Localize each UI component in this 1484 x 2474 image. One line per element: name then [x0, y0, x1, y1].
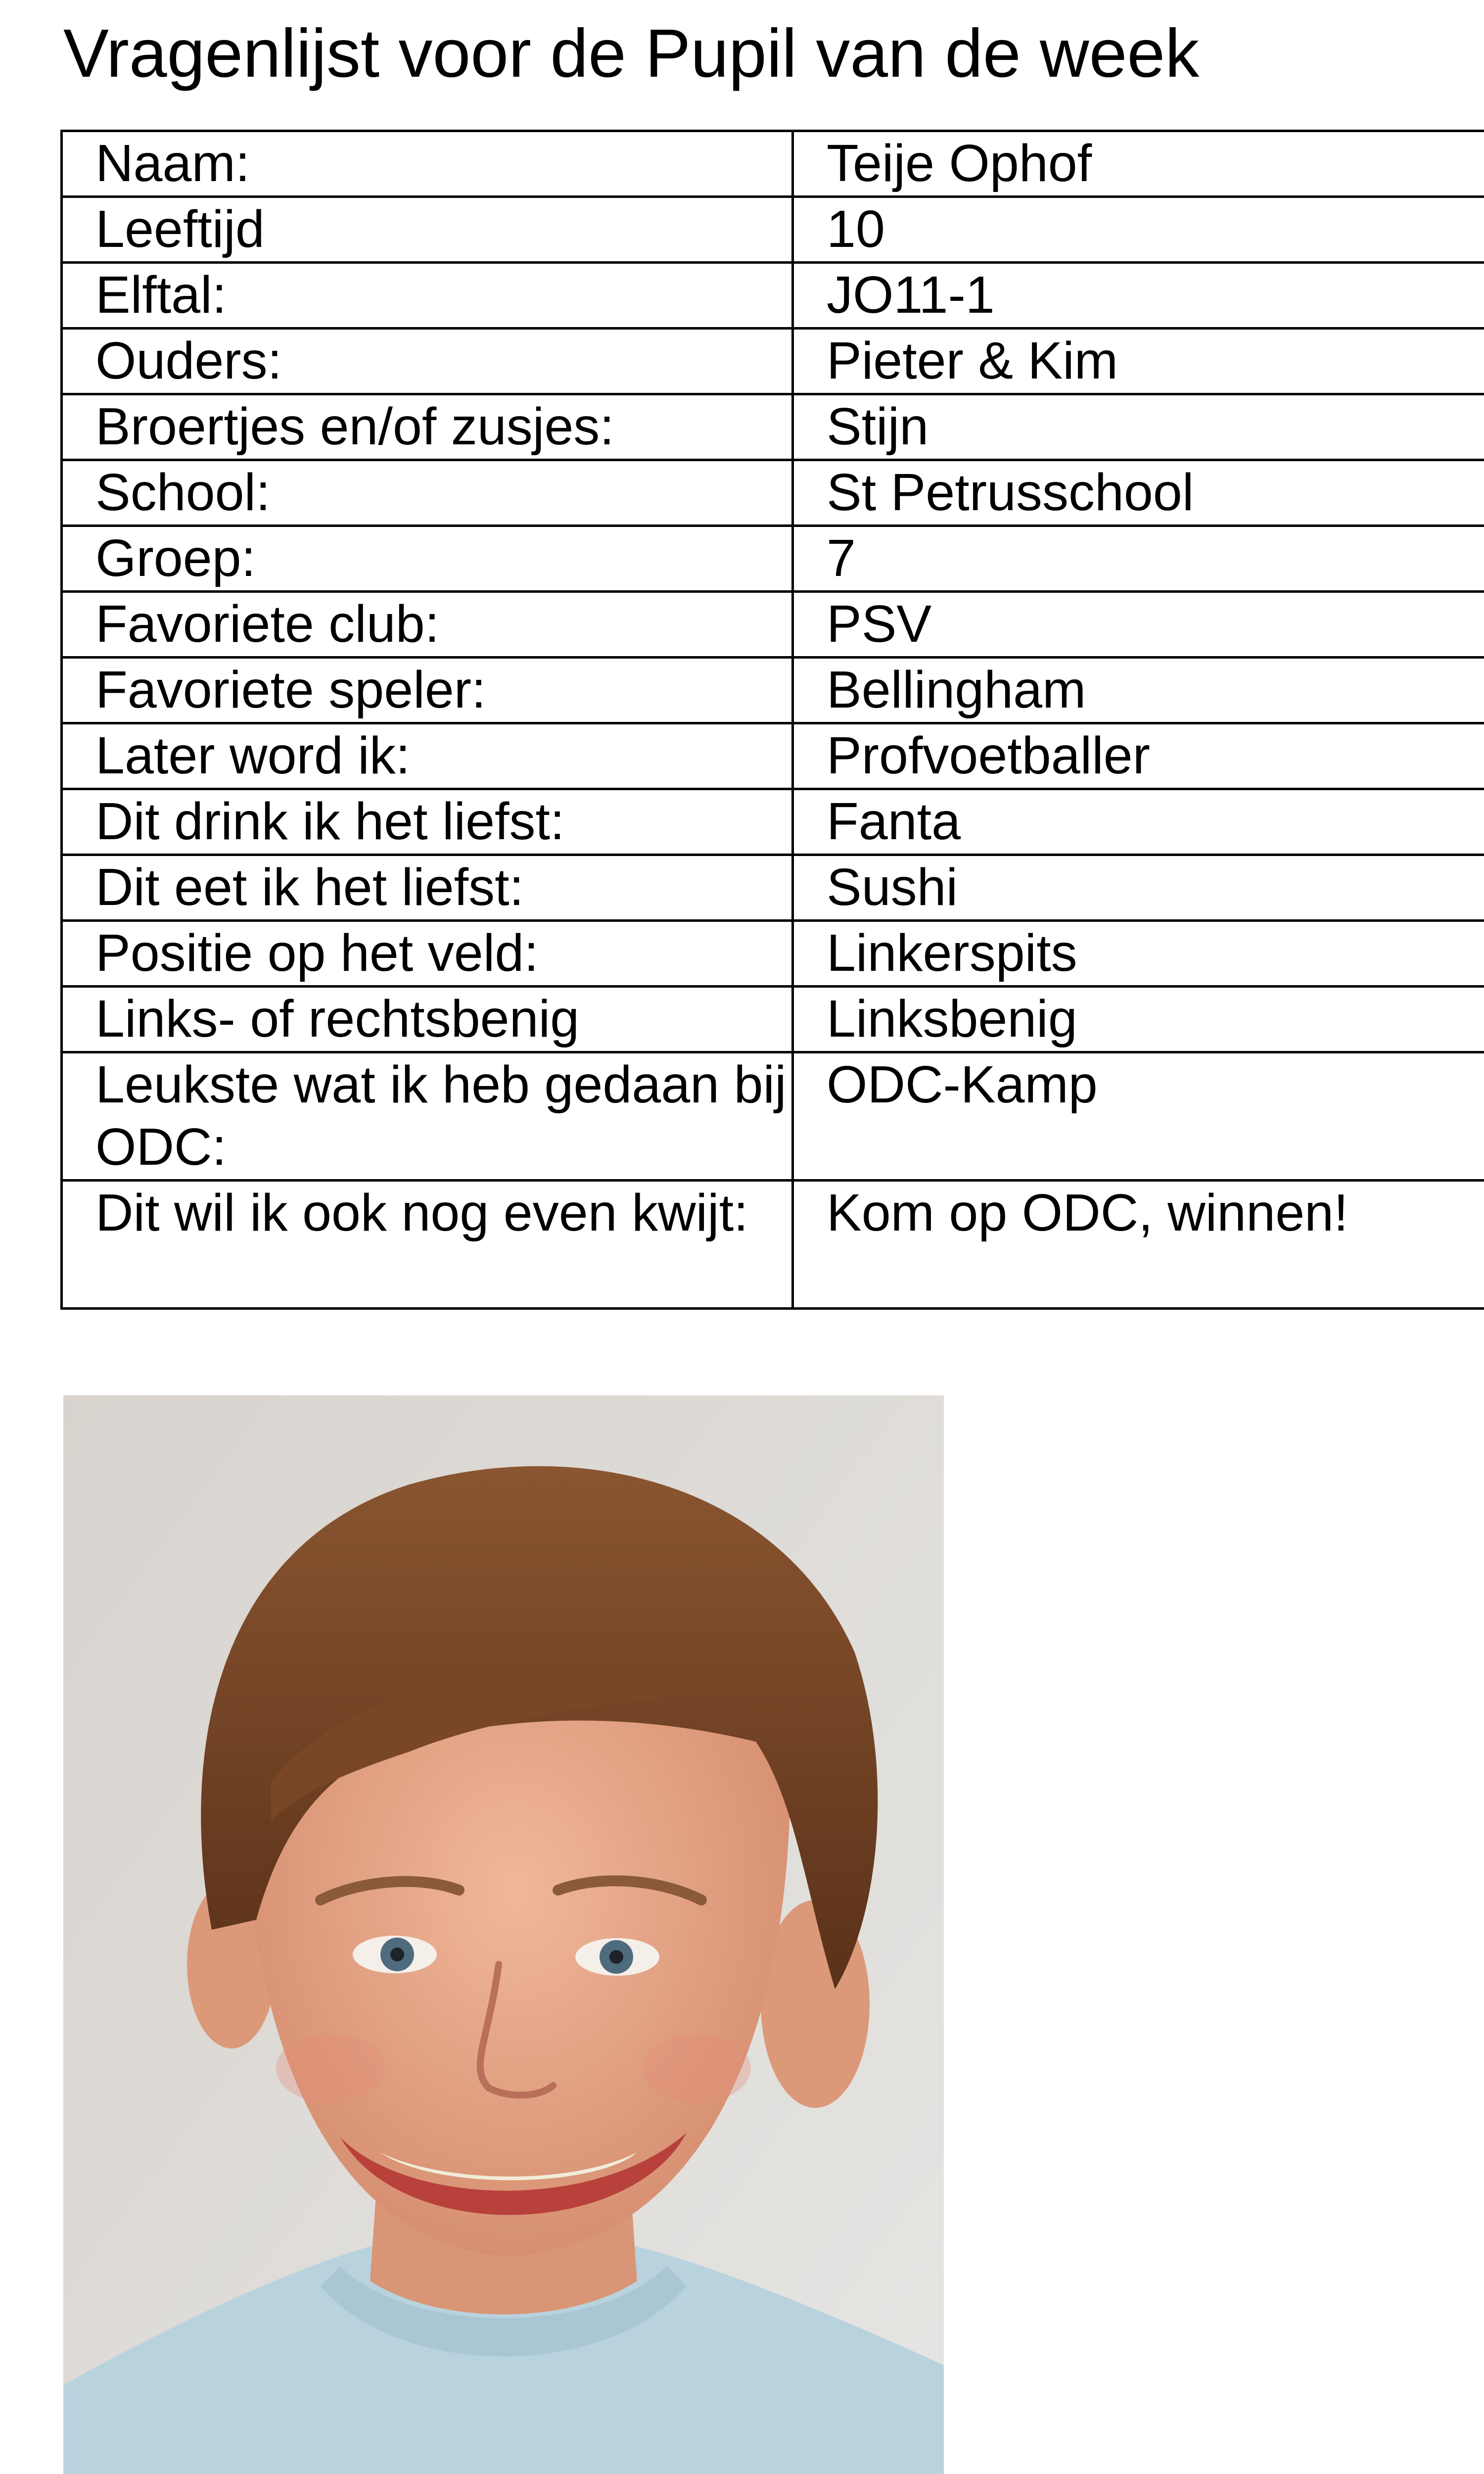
- answer-cell: Fanta: [793, 789, 1484, 855]
- question-cell: Groep:: [62, 526, 793, 592]
- document-title: Vragenlijst voor de Pupil van de week: [63, 15, 1200, 92]
- question-cell: Links- of rechtsbenig: [62, 987, 793, 1052]
- answer-cell: Profvoetballer: [793, 723, 1484, 789]
- questionnaire-table: [60, 130, 1484, 1310]
- answer-cell: JO11-1: [793, 263, 1484, 329]
- table-row: [62, 921, 1484, 987]
- question-cell: Leukste wat ik heb gedaan bij ODC:: [62, 1052, 793, 1181]
- question-cell: Leeftijd: [62, 197, 793, 263]
- answer-cell: Bellingham: [793, 658, 1484, 723]
- question-cell: Ouders:: [62, 329, 793, 394]
- question-cell: School:: [62, 460, 793, 526]
- question-cell: Dit eet ik het liefst:: [62, 855, 793, 921]
- table-row: [62, 987, 1484, 1052]
- answer-cell: 10: [793, 197, 1484, 263]
- answer-cell: St Petrusschool: [793, 460, 1484, 526]
- answer-cell: Linksbenig: [793, 987, 1484, 1052]
- table-row: [62, 789, 1484, 855]
- answer-cell: Stijn: [793, 394, 1484, 460]
- question-cell: Favoriete speler:: [62, 658, 793, 723]
- table-row: [62, 197, 1484, 263]
- question-cell: Later word ik:: [62, 723, 793, 789]
- question-cell: Naam:: [62, 131, 793, 197]
- table-row: [62, 1052, 1484, 1181]
- pupil-portrait-photo: [63, 1395, 944, 2474]
- table-row: [62, 329, 1484, 394]
- table-row: [62, 263, 1484, 329]
- answer-cell: 7: [793, 526, 1484, 592]
- answer-cell: ODC-Kamp: [793, 1052, 1484, 1181]
- answer-cell: Sushi: [793, 855, 1484, 921]
- question-cell: Elftal:: [62, 263, 793, 329]
- table-row: [62, 1181, 1484, 1309]
- question-cell: Favoriete club:: [62, 592, 793, 658]
- answer-cell: PSV: [793, 592, 1484, 658]
- answer-cell: Teije Ophof: [793, 131, 1484, 197]
- table-row: [62, 658, 1484, 723]
- question-cell: Broertjes en/of zusjes:: [62, 394, 793, 460]
- table-row: [62, 592, 1484, 658]
- question-cell: Dit wil ik ook nog even kwijt:: [62, 1181, 793, 1309]
- table-row: [62, 723, 1484, 789]
- table-row: [62, 526, 1484, 592]
- table-row: [62, 131, 1484, 197]
- answer-cell: Kom op ODC, winnen!: [793, 1181, 1484, 1309]
- answer-cell: Linkerspits: [793, 921, 1484, 987]
- question-cell: Dit drink ik het liefst:: [62, 789, 793, 855]
- table-row: [62, 460, 1484, 526]
- answer-cell: Pieter & Kim: [793, 329, 1484, 394]
- table-row: [62, 394, 1484, 460]
- question-cell: Positie op het veld:: [62, 921, 793, 987]
- table-row: [62, 855, 1484, 921]
